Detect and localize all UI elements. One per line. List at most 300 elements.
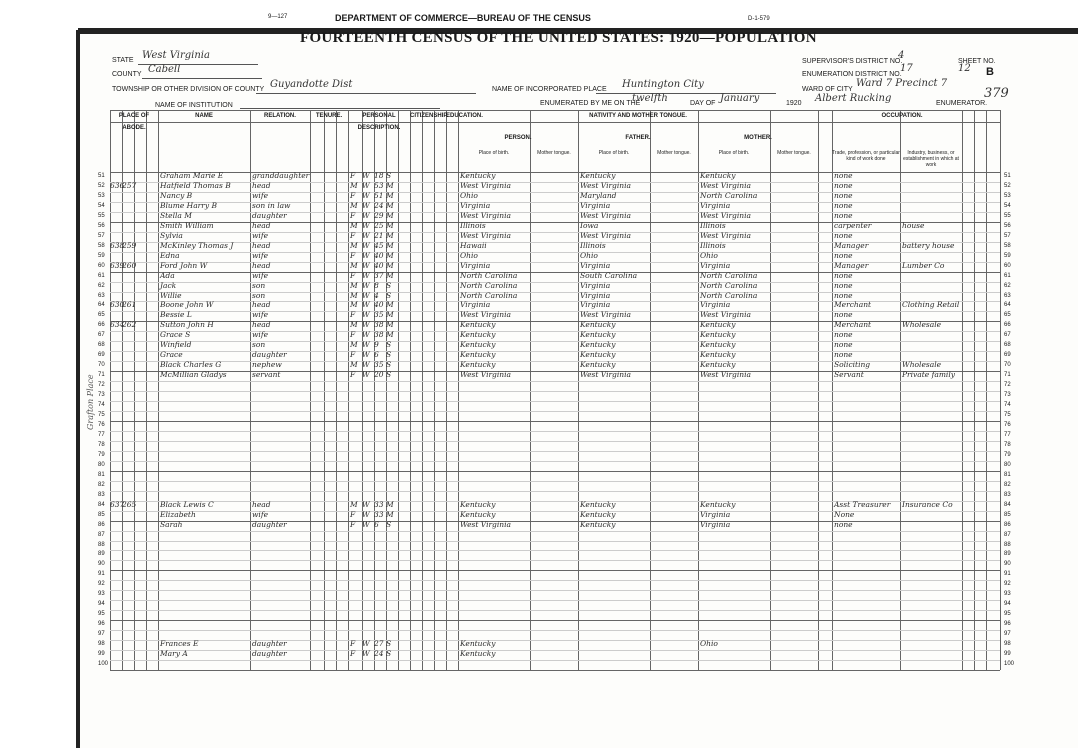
cell-age: 6 — [374, 519, 379, 529]
sheet-letter: B — [986, 66, 994, 78]
cell-occ: none — [834, 180, 853, 190]
cell-house: 639 — [110, 260, 125, 270]
supervisor-label: SUPERVISOR'S DISTRICT NO. — [802, 58, 903, 65]
row-number: 93 — [1004, 591, 1011, 598]
cell-house: 637 — [110, 499, 125, 509]
cell-ind: battery house — [902, 240, 955, 250]
cell-sex: M — [350, 240, 358, 250]
column-rule — [770, 110, 771, 670]
cell-mbirth: Kentucky — [700, 171, 736, 180]
cell-name: McKinley Thomas J — [160, 240, 234, 250]
cell-age: 40 — [374, 250, 384, 260]
enumerator-label: ENUMERATOR. — [936, 100, 988, 107]
nativity-subheading: MOTHER. — [744, 135, 772, 141]
cell-rel: daughter — [252, 210, 287, 220]
cell-race: W — [362, 639, 370, 649]
cell-sex: M — [350, 499, 358, 509]
cell-race: W — [362, 509, 370, 519]
table-bottom-rule — [110, 670, 1000, 671]
row-number-left: 62 — [98, 282, 105, 289]
cell-race: W — [362, 250, 370, 260]
row-number: 60 — [1004, 262, 1011, 269]
row-number: 62 — [1004, 282, 1011, 289]
cell-ind: Wholesale — [902, 360, 942, 370]
cell-sex: F — [350, 310, 356, 320]
column-heading: Place of birth. — [598, 150, 630, 156]
enumerator-value: Albert Rucking — [815, 93, 892, 104]
cell-birth: West Virginia — [460, 370, 511, 380]
cell-fbirth: Virginia — [580, 280, 611, 290]
row-number-left: 98 — [98, 641, 105, 648]
cell-rel: head — [252, 240, 271, 250]
column-rule — [578, 110, 579, 670]
column-rule — [650, 110, 651, 670]
township-value: Guyandotte Dist — [270, 79, 353, 90]
row-number: 65 — [1004, 312, 1011, 319]
row-number-left: 73 — [98, 392, 105, 399]
row-number: 100 — [1004, 661, 1015, 668]
column-rule — [110, 110, 111, 670]
cell-race: W — [362, 230, 370, 240]
cell-mar: S — [386, 649, 392, 659]
cell-sex: M — [350, 320, 358, 330]
supervisor-value: 4 — [898, 50, 905, 61]
enumerated-label: ENUMERATED BY ME ON THE — [540, 100, 641, 107]
cell-mbirth: Illinois — [700, 220, 726, 230]
cell-occ: Soliciting — [834, 360, 871, 370]
row-number-left: 88 — [98, 541, 105, 548]
row-rule — [110, 471, 1000, 472]
cell-occ: none — [834, 210, 853, 220]
cell-name: Stella M — [160, 210, 192, 220]
cell-fbirth: Iowa — [580, 220, 599, 230]
cell-rel: head — [252, 499, 271, 509]
row-number-left: 51 — [98, 173, 105, 179]
row-number: 83 — [1004, 491, 1011, 498]
cell-race: W — [362, 220, 370, 230]
cell-age: 40 — [374, 300, 384, 310]
column-heading: Mother tongue. — [537, 150, 571, 156]
row-number-left: 85 — [98, 511, 105, 518]
row-number-left: 93 — [98, 591, 105, 598]
row-rule — [110, 431, 1000, 432]
cell-mar: M — [386, 200, 394, 210]
row-number: 96 — [1004, 621, 1011, 628]
cell-race: W — [362, 360, 370, 370]
cell-occ: none — [834, 190, 853, 200]
row-number: 63 — [1004, 292, 1011, 299]
group-heading: CITIZENSHIP. — [410, 113, 449, 119]
cell-name: Frances E — [160, 639, 199, 649]
row-number: 64 — [1004, 302, 1011, 309]
row-number-left: 81 — [98, 471, 105, 478]
cell-age: 37 — [374, 270, 384, 280]
column-rule — [986, 110, 987, 670]
cell-mbirth: Ohio — [700, 250, 718, 260]
row-number-left: 58 — [98, 242, 105, 249]
row-number-left: 59 — [98, 252, 105, 259]
enumeration-label: ENUMERATION DISTRICT NO. — [802, 71, 902, 78]
cell-mar: S — [386, 370, 392, 380]
cell-age: 9 — [374, 340, 379, 350]
cell-race: W — [362, 330, 370, 340]
cell-fbirth: West Virginia — [580, 230, 631, 240]
column-rule — [818, 110, 819, 670]
column-rule — [324, 110, 325, 670]
cell-occ: none — [834, 280, 853, 290]
cell-rel: son — [252, 340, 266, 350]
cell-mbirth: West Virginia — [700, 230, 751, 240]
cell-rel: wife — [252, 190, 269, 200]
row-rule — [110, 541, 1000, 542]
cell-mar: S — [386, 280, 392, 290]
cell-name: Winfield — [160, 340, 192, 350]
cell-race: W — [362, 171, 370, 180]
cell-occ: Merchant — [834, 300, 872, 310]
cell-occ: carpenter — [834, 220, 872, 230]
cell-mbirth: Virginia — [700, 200, 731, 210]
row-number: 95 — [1004, 611, 1011, 618]
state-label: STATE — [112, 57, 134, 64]
cell-sex: F — [350, 649, 356, 659]
row-number: 73 — [1004, 392, 1011, 399]
row-number-left: 74 — [98, 402, 105, 409]
county-value: Cabell — [148, 64, 181, 75]
column-rule — [1000, 110, 1001, 670]
cell-sex: F — [350, 190, 356, 200]
column-rule — [962, 110, 963, 670]
group-heading: OCCUPATION. — [881, 113, 923, 119]
cell-race: W — [362, 280, 370, 290]
enumeration-value: 17 — [900, 63, 913, 74]
cell-sex: M — [350, 180, 358, 190]
row-number-left: 60 — [98, 262, 105, 269]
cell-fbirth: Kentucky — [580, 499, 616, 509]
cell-race: W — [362, 320, 370, 330]
row-number: 82 — [1004, 481, 1011, 488]
cell-fbirth: Kentucky — [580, 509, 616, 519]
cell-fam: 262 — [122, 320, 137, 330]
cell-mbirth: West Virginia — [700, 310, 751, 320]
column-rule — [410, 110, 411, 670]
nativity-subheading: PERSON. — [504, 135, 532, 141]
row-number: 53 — [1004, 192, 1011, 199]
cell-occ: Asst Treasurer — [834, 499, 891, 509]
cell-rel: nephew — [252, 360, 282, 370]
cell-fam: 261 — [122, 300, 137, 310]
cell-age: 25 — [374, 220, 384, 230]
row-number: 78 — [1004, 441, 1011, 448]
cell-mbirth: Kentucky — [700, 330, 736, 340]
cell-fbirth: West Virginia — [580, 180, 631, 190]
side-note: Grafton Place — [86, 374, 95, 430]
column-rule — [434, 110, 435, 670]
row-rule — [110, 461, 1000, 462]
cell-occ: None — [834, 509, 855, 519]
state-value: West Virginia — [142, 50, 210, 61]
cell-age: 24 — [374, 200, 384, 210]
row-number: 70 — [1004, 362, 1011, 369]
row-number-left: 84 — [98, 501, 105, 508]
cell-fbirth: Ohio — [580, 250, 598, 260]
cell-race: W — [362, 350, 370, 360]
cell-birth: Kentucky — [460, 171, 496, 180]
cell-mbirth: Kentucky — [700, 350, 736, 360]
cell-rel: daughter — [252, 649, 287, 659]
cell-house: 638 — [110, 240, 125, 250]
cell-sex: F — [350, 250, 356, 260]
cell-rel: daughter — [252, 639, 287, 649]
cell-rel: wife — [252, 310, 269, 320]
sheet-value: 12 — [958, 63, 971, 74]
cell-birth: Ohio — [460, 190, 478, 200]
row-number-left: 77 — [98, 431, 105, 438]
group-heading: PERSONAL DESCRIPTION. — [357, 113, 401, 131]
cell-mar: S — [386, 171, 392, 180]
group-heading: TENURE. — [315, 113, 343, 119]
column-rule — [146, 110, 147, 670]
row-number: 84 — [1004, 501, 1011, 508]
cell-birth: Kentucky — [460, 499, 496, 509]
cell-birth: Ohio — [460, 250, 478, 260]
cell-sex: M — [350, 260, 358, 270]
cell-mar: S — [386, 360, 392, 370]
row-number: 56 — [1004, 222, 1011, 229]
row-number-left: 64 — [98, 302, 105, 309]
incorporated-value: Huntington City — [622, 79, 704, 90]
row-number-left: 53 — [98, 192, 105, 199]
cell-fbirth: Maryland — [580, 190, 617, 200]
cell-mar: S — [386, 350, 392, 360]
cell-sex: F — [350, 370, 356, 380]
cell-sex: F — [350, 350, 356, 360]
row-number-left: 95 — [98, 611, 105, 618]
row-number-left: 87 — [98, 531, 105, 538]
cell-name: Ada — [160, 270, 175, 280]
cell-birth: West Virginia — [460, 310, 511, 320]
column-rule — [158, 110, 159, 670]
row-number: 98 — [1004, 641, 1011, 648]
cell-mbirth: Illinois — [700, 240, 726, 250]
row-number-left: 91 — [98, 571, 105, 578]
column-rule — [310, 110, 311, 670]
row-number-left: 66 — [98, 322, 105, 329]
column-heading: Trade, profession, or particular kind of work done — [832, 150, 900, 162]
group-heading: NATIVITY AND MOTHER TONGUE. — [589, 113, 687, 119]
day-of-label: DAY OF — [690, 100, 716, 107]
cell-fbirth: Virginia — [580, 290, 611, 300]
cell-ind: Wholesale — [902, 320, 942, 330]
cell-fbirth: West Virginia — [580, 370, 631, 380]
row-number: 86 — [1004, 521, 1011, 528]
cell-rel: servant — [252, 370, 281, 380]
institution-label: NAME OF INSTITUTION — [155, 102, 233, 109]
row-rule — [110, 411, 1000, 412]
cell-name: Nancy B — [160, 190, 193, 200]
cell-race: W — [362, 260, 370, 270]
row-number-left: 97 — [98, 631, 105, 638]
cell-name: Black Lewis C — [160, 499, 214, 509]
cell-mbirth: Kentucky — [700, 320, 736, 330]
cell-age: 53 — [374, 180, 384, 190]
row-rule — [110, 630, 1000, 631]
row-rule — [110, 610, 1000, 611]
cell-name: Sylvia — [160, 230, 183, 240]
cell-age: 40 — [374, 260, 384, 270]
cell-mar: M — [386, 310, 394, 320]
cell-name: Ford John W — [160, 260, 208, 270]
column-rule — [134, 110, 135, 670]
cell-mbirth: Virginia — [700, 300, 731, 310]
cell-sex: M — [350, 340, 358, 350]
row-number-left: 94 — [98, 601, 105, 608]
row-number: 77 — [1004, 431, 1011, 438]
cell-race: W — [362, 499, 370, 509]
row-number: 88 — [1004, 541, 1011, 548]
cell-name: Boone John W — [160, 300, 214, 310]
cell-mar: M — [386, 240, 394, 250]
cell-sex: F — [350, 270, 356, 280]
row-number-left: 61 — [98, 272, 105, 279]
row-rule — [110, 391, 1000, 392]
cell-fbirth: South Carolina — [580, 270, 638, 280]
cell-race: W — [362, 270, 370, 280]
cell-fbirth: Kentucky — [580, 360, 616, 370]
row-number-left: 67 — [98, 332, 105, 339]
row-number-left: 82 — [98, 481, 105, 488]
cell-sex: M — [350, 280, 358, 290]
cell-mar: S — [386, 639, 392, 649]
cell-ind: Private family — [902, 370, 955, 380]
cell-occ: none — [834, 519, 853, 529]
cell-age: 27 — [374, 639, 384, 649]
institution-underline — [240, 108, 440, 109]
township-underline — [256, 93, 476, 94]
cell-name: Sutton John H — [160, 320, 214, 330]
row-number: 81 — [1004, 471, 1011, 478]
row-rule — [110, 531, 1000, 532]
row-number: 68 — [1004, 342, 1011, 349]
row-number-left: 55 — [98, 212, 105, 219]
cell-birth: Hawaii — [460, 240, 487, 250]
row-number-left: 70 — [98, 362, 105, 369]
row-rule — [110, 401, 1000, 402]
column-rule — [832, 110, 833, 670]
row-number: 52 — [1004, 182, 1011, 189]
cell-fbirth: Virginia — [580, 260, 611, 270]
row-number-left: 65 — [98, 312, 105, 319]
cell-mbirth: Virginia — [700, 260, 731, 270]
cell-age: 8 — [374, 280, 379, 290]
cell-fam: 257 — [122, 180, 137, 190]
row-number-left: 63 — [98, 292, 105, 299]
cell-rel: wife — [252, 230, 269, 240]
row-number: 66 — [1004, 322, 1011, 329]
column-rule — [250, 110, 251, 670]
cell-age: 4 — [374, 290, 379, 300]
cell-mbirth: North Carolina — [700, 290, 758, 300]
row-number: 67 — [1004, 332, 1011, 339]
cell-birth: Kentucky — [460, 509, 496, 519]
row-number-left: 54 — [98, 202, 105, 209]
cell-fbirth: Kentucky — [580, 350, 616, 360]
row-number-left: 83 — [98, 491, 105, 498]
cell-sex: F — [350, 171, 356, 180]
cell-occ: Servant — [834, 370, 864, 380]
row-rule — [110, 600, 1000, 601]
cell-ind: Insurance Co — [902, 499, 953, 509]
row-number: 76 — [1004, 422, 1011, 428]
cell-birth: Kentucky — [460, 330, 496, 340]
row-number: 97 — [1004, 631, 1011, 638]
cell-sex: F — [350, 230, 356, 240]
cell-occ: none — [834, 310, 853, 320]
cell-birth: Kentucky — [460, 340, 496, 350]
row-rule — [110, 381, 1000, 382]
cell-age: 33 — [374, 509, 384, 519]
cell-mar: M — [386, 220, 394, 230]
cell-mbirth: Kentucky — [700, 499, 736, 509]
cell-mar: M — [386, 210, 394, 220]
enumerated-day: twelfth — [632, 93, 668, 104]
row-number: 74 — [1004, 402, 1011, 409]
row-number: 90 — [1004, 561, 1011, 568]
row-number-left: 92 — [98, 581, 105, 588]
cell-name: Willie — [160, 290, 182, 300]
cell-birth: Kentucky — [460, 649, 496, 659]
cell-occ: none — [834, 230, 853, 240]
cell-mar: M — [386, 320, 394, 330]
cell-fbirth: West Virginia — [580, 210, 631, 220]
cell-occ: none — [834, 171, 853, 180]
row-number-left: 78 — [98, 441, 105, 448]
cell-rel: son — [252, 290, 266, 300]
cell-name: Elizabeth — [160, 509, 196, 519]
township-label: TOWNSHIP OR OTHER DIVISION OF COUNTY — [112, 86, 265, 93]
row-number-left: 71 — [98, 372, 105, 379]
cell-house: 630 — [110, 300, 125, 310]
column-rule — [122, 110, 123, 670]
cell-mbirth: Virginia — [700, 509, 731, 519]
cell-age: 6 — [374, 350, 379, 360]
row-rule — [110, 580, 1000, 581]
county-label: COUNTY — [112, 71, 142, 78]
cell-age: 29 — [374, 210, 384, 220]
enumerated-month: January — [720, 93, 760, 104]
row-number: 89 — [1004, 551, 1011, 558]
cell-fbirth: Kentucky — [580, 171, 616, 180]
cell-rel: wife — [252, 270, 269, 280]
cell-name: Grace S — [160, 330, 191, 340]
row-number: 94 — [1004, 601, 1011, 608]
cell-occ: none — [834, 200, 853, 210]
cell-mar: S — [386, 290, 392, 300]
row-number: 61 — [1004, 272, 1011, 279]
cell-birth: Kentucky — [460, 350, 496, 360]
row-number-left: 75 — [98, 412, 105, 419]
cell-fam: 260 — [122, 260, 137, 270]
cell-rel: wife — [252, 250, 269, 260]
group-heading: EDUCATION. — [446, 113, 483, 119]
cell-birth: Virginia — [460, 200, 491, 210]
cell-fbirth: Kentucky — [580, 320, 616, 330]
group-heading: PLACE OF ABODE. — [118, 113, 150, 131]
cell-mar: M — [386, 230, 394, 240]
row-number-left: 68 — [98, 342, 105, 349]
cell-birth: West Virginia — [460, 210, 511, 220]
row-number: 92 — [1004, 581, 1011, 588]
census-table — [98, 110, 1015, 670]
